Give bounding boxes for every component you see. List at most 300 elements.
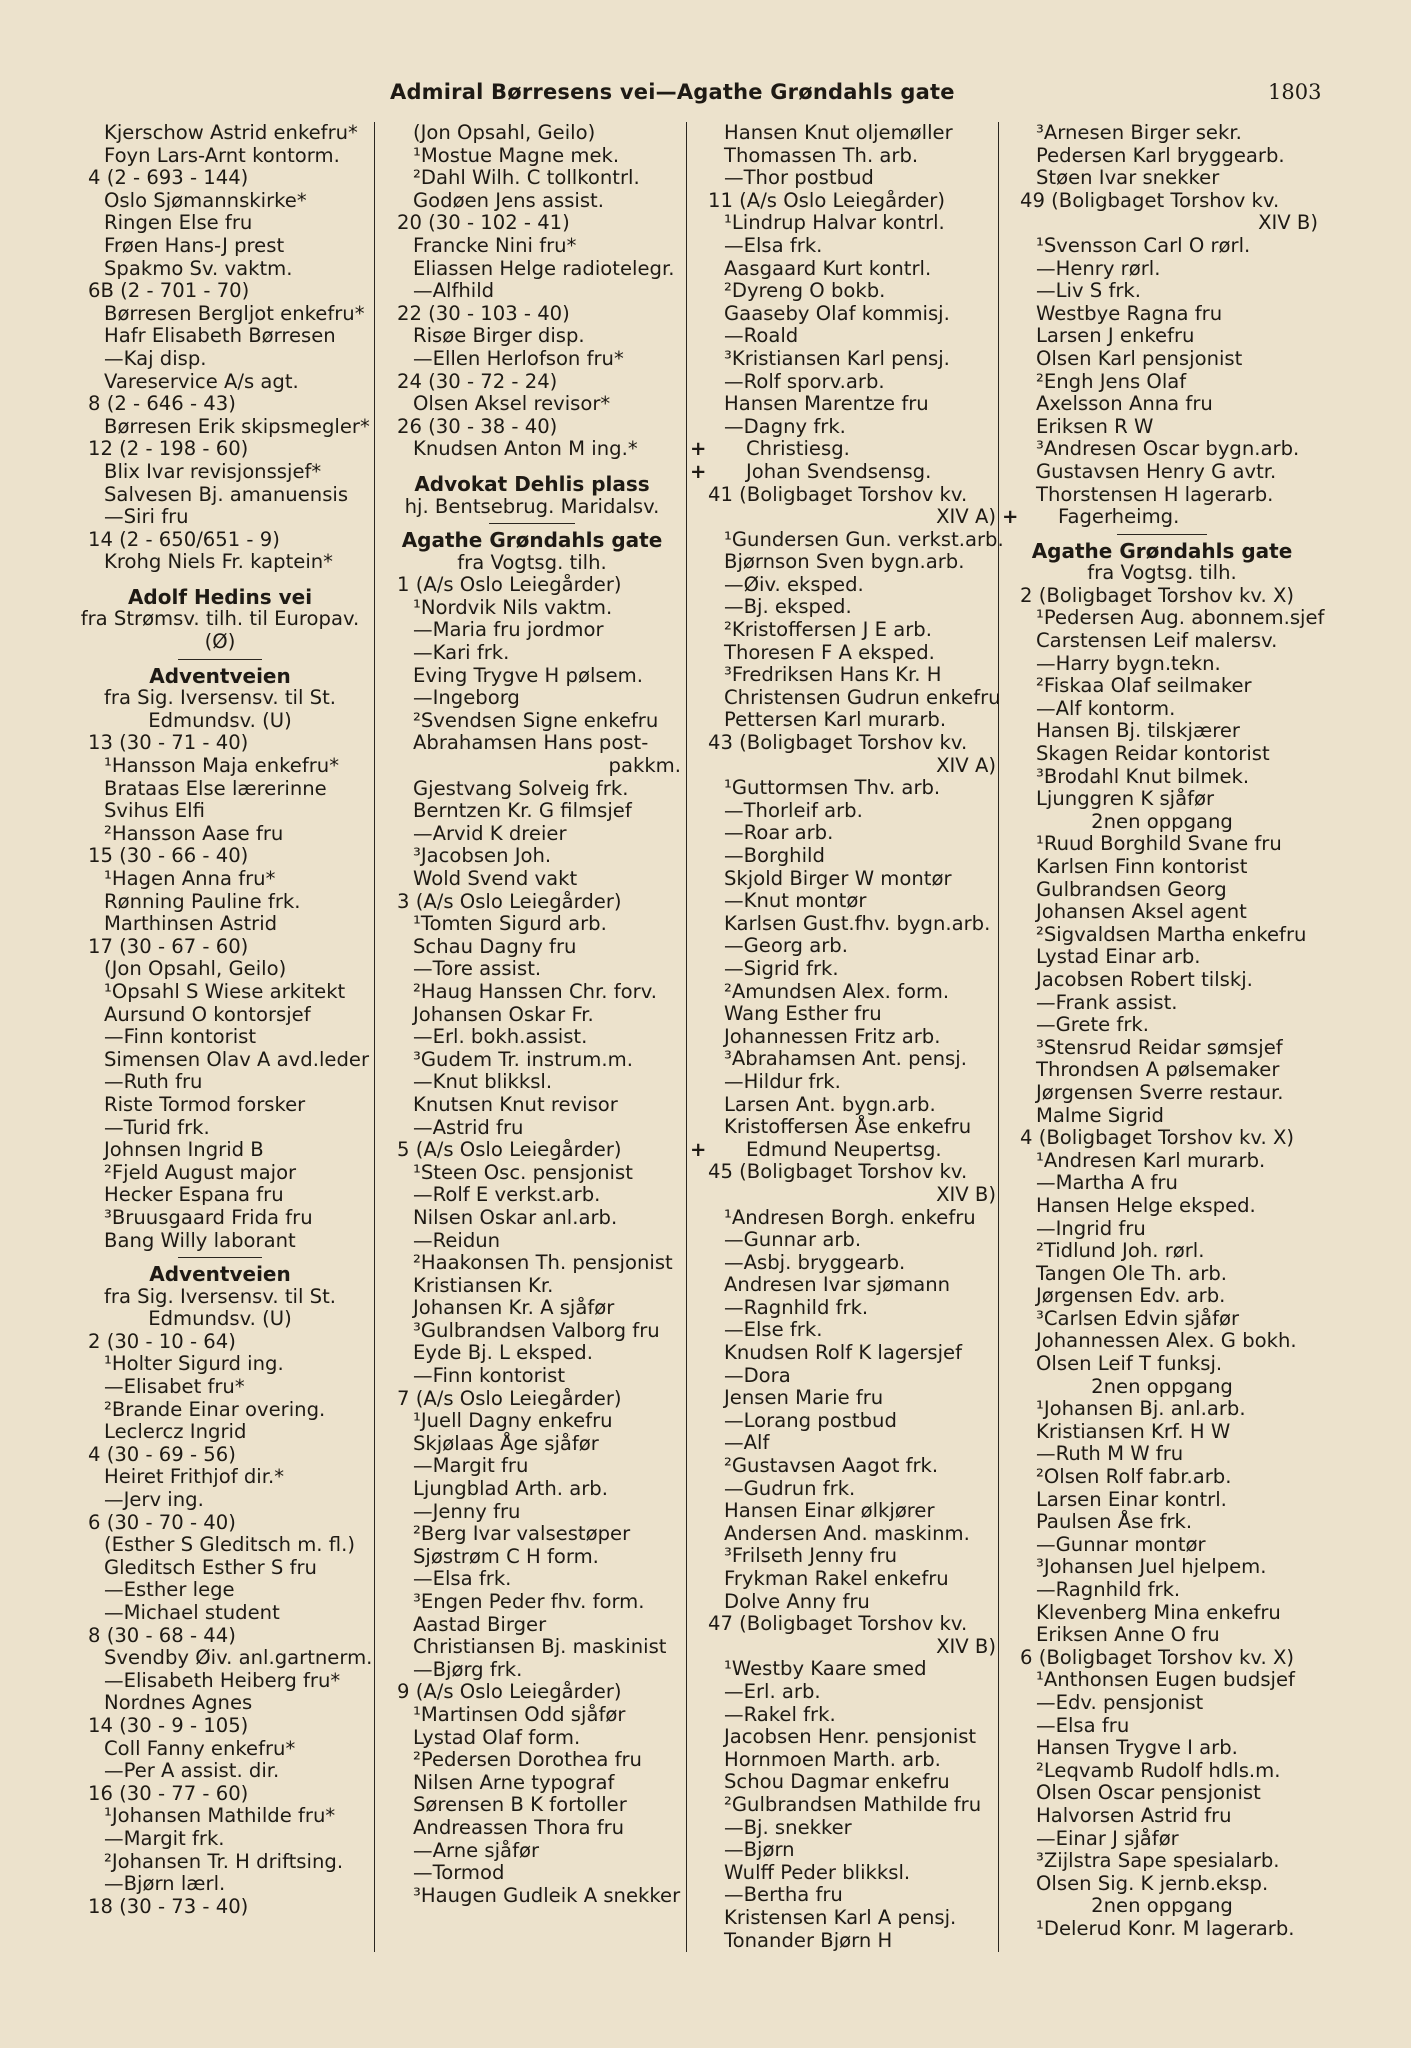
resident-entry: ¹Ruud Borghild Svane fru (1036, 832, 1282, 856)
resident-entry: Wold Svend vakt (413, 867, 578, 890)
resident-entry: ¹Holter Sigurd ing. (104, 1352, 284, 1376)
resident-entry: Johannessen Fritz arb. (724, 1024, 941, 1048)
resident-entry: Throndsen A pølsemaker (1036, 1058, 1280, 1082)
resident-entry: —Alf (724, 1431, 770, 1455)
building-number: 47 (Boligbaget Torshov kv. (708, 1612, 968, 1636)
resident-entry: ¹Gundersen Gun. verkst.arb. (724, 527, 1004, 551)
resident-entry: —Georg arb. (724, 934, 848, 958)
resident-entry: Thorstensen H lagerarb. (1036, 482, 1274, 506)
street-note: fra Strømsv. tilh. til Europav. (80, 607, 360, 631)
resident-entry: Johnsen Ingrid B (104, 1138, 264, 1162)
resident-entry: Schou Dagmar enkefru (724, 1770, 950, 1794)
cross-street (1002, 506, 1322, 529)
resident-entry: (Esther S Gleditsch m. fl.) (104, 1533, 355, 1557)
resident-entry: —Grete frk. (1036, 1013, 1149, 1037)
building-number: 26 (30 - 38 - 40) (397, 414, 558, 438)
resident-entry: —Rolf E verkst.arb. (413, 1183, 601, 1207)
resident-entry: Støen Ivar snekker (1036, 166, 1220, 190)
resident-entry: ³Carlsen Edvin sjåfør (1036, 1306, 1240, 1330)
building-number: 8 (2 - 646 - 43) (88, 392, 236, 416)
resident-entry: ²Amundsen Alex. form. (724, 979, 950, 1003)
resident-entry: ³Jacobsen Joh. (413, 844, 552, 868)
resident-entry: —Asbj. bryggearb. (724, 1250, 906, 1274)
resident-entry: ²Hansson Aase fru (104, 821, 284, 845)
building-number: 20 (30 - 102 - 41) (397, 211, 570, 235)
resident-entry: (Jon Opsahl, Geilo) (104, 957, 287, 981)
resident-entry: Jørgensen Sverre restaur. (1036, 1080, 1284, 1104)
entry-continuation: XIV A) (936, 505, 996, 529)
resident-entry: ²Haug Hanssen Chr. forv. (413, 979, 658, 1003)
resident-entry: Olsen Aksel revisor* (413, 392, 611, 416)
resident-entry: ¹Johansen Mathilde fru* (104, 1804, 336, 1828)
building-number: 17 (30 - 67 - 60) (88, 934, 249, 958)
resident-entry: Blix Ivar revisjonssjef* (104, 459, 322, 483)
resident-entry: Carstensen Leif malersv. (1036, 629, 1278, 653)
resident-entry: ³Gudem Tr. instrum.m. (413, 1047, 633, 1071)
street-note: fra Vogtsg. tilh. (1087, 561, 1237, 585)
resident-entry: —Ingrid fru (1036, 1216, 1146, 1240)
resident-entry: ²Berg Ivar valsestøper (413, 1522, 631, 1546)
resident-entry: Jacobsen Robert tilskj. (1036, 967, 1253, 991)
entry-continuation: pakkm. (608, 754, 681, 778)
resident-entry: ²Johansen Tr. H driftsing. (104, 1849, 344, 1873)
resident-entry: —Margit fru (413, 1454, 529, 1478)
resident-entry: ¹Pedersen Aug. abonnem.sjef (1036, 606, 1325, 630)
resident-entry: Hafr Elisabeth Børresen (104, 324, 336, 348)
street-note: fra Sig. Iversensv. til St. (103, 686, 336, 710)
resident-entry: —Erl. bokh.assist. (413, 1025, 588, 1049)
resident-entry: —Rolf sporv.arb. (724, 369, 885, 393)
resident-entry: ¹Hansson Maja enkefru* (104, 754, 340, 778)
resident-entry: —Elisabeth Heiberg fru* (104, 1668, 341, 1692)
resident-entry: —Edv. pensjonist (1036, 1690, 1204, 1714)
resident-entry: Eving Trygve H pølsem. (413, 663, 643, 687)
resident-entry: Olsen Sig. K jernb.eksp. (1036, 1871, 1269, 1895)
resident-entry: Tonander Bjørn H (724, 1928, 893, 1952)
resident-entry: —Kari frk. (413, 641, 510, 665)
resident-entry: Wang Esther fru (724, 1002, 882, 1026)
resident-entry: —Finn kontorist (413, 1364, 566, 1388)
resident-entry: Gustavsen Henry G avtr. (1036, 459, 1277, 483)
resident-entry: Abrahamsen Hans post- (413, 731, 649, 755)
resident-entry: Lystad Einar arb. (1036, 945, 1201, 969)
building-number: 2 (30 - 10 - 64) (88, 1329, 236, 1353)
resident-entry: Hansen Helge eksped. (1036, 1193, 1256, 1217)
resident-entry: Ljungblad Arth. arb. (413, 1477, 608, 1501)
resident-entry: Skjølaas Åge sjåfør (413, 1431, 599, 1455)
resident-entry: Hansen Trygve I arb. (1036, 1736, 1238, 1760)
resident-entry: Larsen J enkefru (1036, 324, 1195, 348)
building-number: 15 (30 - 66 - 40) (88, 844, 249, 868)
resident-entry: —Henry rørl. (1036, 256, 1161, 280)
resident-entry: Aasgaard Kurt kontrl. (724, 256, 932, 280)
building-number: 6 (Boligbaget Torshov kv. X) (1020, 1645, 1295, 1669)
resident-entry: Coll Fanny enkefru* (104, 1736, 296, 1760)
resident-entry: ²Dyreng O bokb. (724, 279, 886, 303)
resident-entry: —Kaj disp. (104, 346, 207, 370)
resident-entry: Hansen Knut oljemøller (724, 121, 953, 144)
resident-entry: ³Brodahl Knut bilmek. (1036, 764, 1250, 788)
resident-entry: ¹Andresen Karl murarb. (1036, 1148, 1266, 1172)
resident-entry: Kristiansen Kr. (413, 1273, 554, 1297)
resident-entry: —Ruth M W fru (1036, 1442, 1184, 1466)
resident-entry: ³Engen Peder fhv. form. (413, 1590, 645, 1613)
resident-entry: —Jerv ing. (104, 1488, 204, 1512)
resident-entry: Paulsen Åse frk. (1036, 1510, 1193, 1534)
resident-entry: ¹Hagen Anna fru* (104, 867, 276, 890)
resident-entry: —Martha A fru (1036, 1171, 1178, 1195)
building-number: 4 (30 - 69 - 56) (88, 1442, 236, 1466)
resident-entry: —Margit frk. (104, 1826, 225, 1850)
resident-entry: ²Engh Jens Olaf (1036, 369, 1187, 393)
resident-entry: Gulbrandsen Georg (1036, 877, 1227, 901)
resident-entry: ³Zijlstra Sape spesialarb. (1036, 1849, 1280, 1873)
resident-entry: ¹Andresen Borgh. enkefru (724, 1205, 976, 1229)
resident-entry: —Liv S frk. (1036, 279, 1141, 303)
page-number: 1803 (1268, 80, 1322, 104)
resident-entry: Leclercz Ingrid (104, 1420, 247, 1444)
resident-entry: Bang Willy laborant (104, 1228, 296, 1252)
resident-entry: ¹Johansen Bj. anl.arb. (1036, 1397, 1246, 1421)
resident-entry: ²Tidlund Joh. rørl. (1036, 1239, 1205, 1263)
resident-entry: Thomassen Th. arb. (724, 143, 919, 167)
resident-entry: ³Haugen Gudleik A snekker (413, 1883, 681, 1907)
resident-entry: Olsen Karl pensjonist (1036, 346, 1243, 370)
entry-continuation: XIV B) (1258, 211, 1318, 235)
building-number: 22 (30 - 103 - 40) (397, 301, 570, 325)
resident-entry: —Tore assist. (413, 957, 542, 981)
resident-entry: Vareservice A/s agt. (104, 369, 299, 393)
building-number: 13 (30 - 71 - 40) (88, 731, 249, 755)
resident-entry: —Turid frk. (104, 1115, 210, 1139)
street-heading: Advokat Dehlis plass (414, 471, 650, 496)
building-number: 3 (A/s Oslo Leiegårder) (397, 889, 622, 913)
resident-entry: Frykman Rakel enkefru (724, 1567, 949, 1590)
resident-entry: Andersen And. maskinm. (724, 1521, 970, 1545)
resident-entry: Kristiansen Krf. H W (1036, 1419, 1231, 1443)
resident-entry: Brataas Else lærerinne (104, 776, 327, 800)
resident-entry: Gleditsch Esther S fru (104, 1555, 317, 1579)
resident-entry: —Bjørn lærl. (104, 1872, 226, 1896)
building-number: 11 (A/s Oslo Leiegårder) (708, 188, 946, 212)
street-note: 2nen oppgang (1091, 1374, 1233, 1398)
street-note: fra Sig. Iversensv. til St. (103, 1284, 336, 1308)
cross-street-icon: + (1002, 505, 1019, 529)
resident-entry: Johansen Kr. A sjåfør (413, 1296, 615, 1320)
resident-entry: —Ruth fru (104, 1070, 203, 1094)
resident-entry: Andresen Ivar sjømann (724, 1273, 951, 1297)
resident-entry: —Ragnhild frk. (724, 1295, 869, 1319)
resident-entry: ¹Lindrup Halvar kontrl. (724, 211, 945, 235)
resident-entry: —Ragnhild frk. (1036, 1578, 1181, 1601)
building-number: 8 (30 - 68 - 44) (88, 1623, 236, 1647)
resident-entry: Hornmoen Marth. arb. (724, 1747, 941, 1771)
building-number: 12 (2 - 198 - 60) (88, 437, 249, 461)
building-number: 24 (30 - 72 - 24) (397, 369, 558, 393)
resident-entry: Klevenberg Mina enkefru (1036, 1600, 1281, 1624)
resident-entry: ³Abrahamsen Ant. pensj. (724, 1047, 967, 1071)
resident-entry: ²Dahl Wilh. C tollkontrl. (413, 166, 640, 190)
resident-entry: Sjøstrøm C H form. (413, 1544, 599, 1568)
section-separator (1002, 529, 1322, 540)
building-number: 4 (2 - 693 - 144) (88, 166, 249, 190)
resident-entry: Thoresen F A eksped. (724, 640, 935, 664)
resident-entry: Pedersen Karl bryggearb. (1036, 143, 1285, 167)
street-note: 2nen oppgang (1091, 1894, 1233, 1918)
cross-street-icon: + (690, 437, 707, 461)
resident-entry: Skjold Birger W montør (724, 866, 952, 890)
resident-entry: —Arne sjåfør (413, 1838, 540, 1862)
resident-entry: Johansen Oskar Fr. (413, 1002, 594, 1026)
building-number: 4 (Boligbaget Torshov kv. X) (1020, 1126, 1295, 1150)
resident-entry: —Dagny frk. (724, 414, 846, 438)
resident-entry: ¹Juell Dagny enkefru (413, 1409, 613, 1433)
building-number: 9 (A/s Oslo Leiegårder) (397, 1680, 622, 1704)
resident-entry: ¹Nordvik Nils vaktm. (413, 595, 613, 619)
resident-entry: Knutsen Knut revisor (413, 1092, 618, 1116)
entry-continuation: XIV B) (936, 1182, 996, 1206)
resident-entry: ¹Opsahl S Wiese arkitekt (104, 979, 346, 1003)
resident-entry: Westbye Ragna fru (1036, 301, 1223, 325)
street-note: fra Vogtsg. tilh. (457, 550, 607, 574)
resident-entry: —Gunnar montør (1036, 1532, 1206, 1556)
resident-entry: ¹Tomten Sigurd arb. (413, 912, 607, 936)
resident-entry: —Maria fru jordmor (413, 618, 604, 642)
resident-entry: —Bjørn (724, 1838, 795, 1862)
resident-entry: —Erl. arb. (724, 1679, 821, 1703)
resident-entry: —Bj. snekker (724, 1815, 852, 1839)
resident-entry: Gaaseby Olaf kommisj. (724, 301, 950, 325)
building-number: 49 (Boligbaget Torshov kv. (1020, 188, 1280, 212)
resident-entry: ¹Delerud Konr. M lagerarb. (1036, 1916, 1295, 1940)
resident-entry: Nilsen Arne typograf (413, 1770, 615, 1794)
cross-street-icon: + (690, 459, 707, 483)
resident-entry: —Thor postbud (724, 166, 874, 190)
building-number: 6 (30 - 70 - 40) (88, 1510, 236, 1534)
resident-entry: Dolve Anny fru (724, 1589, 870, 1613)
resident-entry: —Thorleif arb. (724, 798, 863, 822)
resident-entry: —Bertha fru (724, 1883, 843, 1907)
resident-entry: ²Pedersen Dorothea fru (413, 1748, 642, 1772)
resident-entry: Halvorsen Astrid fru (1036, 1803, 1232, 1827)
resident-entry: —Gunnar arb. (724, 1228, 862, 1252)
resident-entry: Jørgensen Edv. arb. (1036, 1284, 1226, 1308)
resident-entry: Hecker Espana fru (104, 1183, 284, 1207)
resident-entry: ²Fiskaa Olaf seilmaker (1036, 674, 1252, 698)
resident-entry: Nilsen Oskar anl.arb. (413, 1205, 618, 1229)
building-number: 6B (2 - 701 - 70) (88, 279, 250, 303)
resident-entry: Larsen Ant. bygn.arb. (724, 1092, 936, 1116)
street-note: 2nen oppgang (1091, 809, 1233, 833)
section-separator (70, 1252, 370, 1263)
resident-entry: ³Fredriksen Hans Kr. H (724, 663, 942, 687)
resident-entry: —Roar arb. (724, 821, 834, 845)
street-note: Edmundsv. (U) (148, 1307, 292, 1331)
resident-entry: Heiret Frithjof dir.* (104, 1465, 284, 1489)
directory-column-3 (690, 121, 1004, 1952)
resident-entry: —Roald (724, 324, 799, 348)
resident-entry: —Ingeborg (413, 686, 520, 710)
building-number: 5 (A/s Oslo Leiegårder) (397, 1138, 622, 1162)
resident-entry: Kristensen Karl A pensj. (724, 1905, 957, 1929)
resident-entry: Riste Tormod forsker (104, 1092, 306, 1116)
resident-entry: ¹Anthonsen Eugen budsjef (1036, 1668, 1295, 1692)
resident-entry: —Dora (724, 1363, 791, 1387)
street-heading: Adventveien (149, 663, 291, 688)
resident-entry: Kjerschow Astrid enkefru* (104, 121, 358, 144)
resident-entry: Svihus Elfi (104, 799, 205, 823)
resident-entry: Eriksen Anne O fru (1036, 1623, 1220, 1647)
directory-column-2 (379, 122, 685, 1907)
resident-entry: Hansen Einar ølkjører (724, 1499, 935, 1523)
resident-entry: —Siri fru (104, 505, 189, 529)
resident-entry: Gjestvang Solveig frk. (413, 776, 629, 800)
column-divider (686, 122, 687, 1952)
resident-entry: —Bjørg frk. (413, 1657, 523, 1681)
resident-entry: Tangen Ole Th. arb. (1036, 1261, 1228, 1285)
resident-entry: Salvesen Bj. amanuensis (104, 482, 349, 506)
resident-entry: Børresen Bergljot enkefru* (104, 301, 365, 325)
resident-entry: (Jon Opsahl, Geilo) (413, 121, 596, 144)
resident-entry: —Einar J sjåfør (1036, 1826, 1179, 1850)
building-number: 43 (Boligbaget Torshov kv. (708, 731, 968, 755)
resident-entry: —Else frk. (724, 1318, 823, 1342)
resident-entry: —Elsa fru (1036, 1713, 1130, 1737)
resident-entry: Jacobsen Henr. pensjonist (724, 1725, 977, 1749)
resident-entry: —Ellen Herlofson fru* (413, 346, 624, 370)
resident-entry: Francke Nini fru* (413, 233, 577, 257)
resident-entry: Svendby Øiv. anl.gartnerm. (104, 1646, 373, 1670)
resident-entry: ³Gulbrandsen Valborg fru (413, 1318, 660, 1342)
resident-entry: Larsen Einar kontrl. (1036, 1487, 1227, 1511)
resident-entry: Andreassen Thora fru (413, 1815, 625, 1839)
street-note: hj. Bentsebrug. Maridalsv. (404, 494, 660, 518)
resident-entry: ¹Guttormsen Thv. arb. (724, 776, 941, 800)
cross-street-name: Christiesg. (746, 437, 850, 461)
building-number: 14 (30 - 9 - 105) (88, 1713, 249, 1737)
resident-entry: ¹Westby Kaare smed (724, 1657, 927, 1681)
resident-entry: Bjørnson Sven bygn.arb. (724, 550, 965, 574)
resident-entry: ²Haakonsen Th. pensjonist (413, 1251, 673, 1275)
resident-entry: Schau Dagny fru (413, 934, 577, 958)
resident-entry: —Tormod (413, 1861, 505, 1885)
resident-entry: —Esther lege (104, 1578, 235, 1602)
resident-entry: —Knut montør (724, 889, 867, 913)
resident-entry: —Jenny fru (413, 1499, 521, 1523)
resident-entry: —Elisabet fru* (104, 1375, 245, 1399)
directory-column-4 (1002, 121, 1325, 1941)
cross-street-icon: + (690, 1137, 707, 1161)
cross-street (690, 1139, 1000, 1162)
building-number: 1 (A/s Oslo Leiegårder) (397, 573, 622, 597)
entry-continuation: XIV B) (936, 1634, 996, 1658)
resident-entry: Ljunggren K sjåfør (1036, 787, 1215, 811)
cross-street (690, 461, 1000, 484)
resident-entry: Knudsen Anton M ing.* (413, 437, 638, 461)
resident-entry: —Lorang postbud (724, 1408, 897, 1432)
resident-entry: Wulff Peder blikksl. (724, 1860, 911, 1884)
building-number: 7 (A/s Oslo Leiegårder) (397, 1386, 622, 1410)
resident-entry: Eriksen R W (1036, 414, 1154, 438)
resident-entry: —Harry bygn.tekn. (1036, 651, 1221, 675)
resident-entry: Risøe Birger disp. (413, 324, 585, 348)
resident-entry: Berntzen Kr. G filmsjef (413, 799, 632, 823)
resident-entry: Simensen Olav A avd.leder (104, 1047, 369, 1071)
resident-entry: Skagen Reidar kontorist (1036, 742, 1270, 766)
resident-entry: Frøen Hans-J prest (104, 233, 285, 257)
resident-entry: Axelsson Anna fru (1036, 392, 1213, 416)
resident-entry: —Elsa frk. (413, 1567, 512, 1591)
resident-entry: —Øiv. eksped. (724, 572, 864, 596)
resident-entry: ³Kristiansen Karl pensj. (724, 346, 950, 370)
resident-entry: ³Johansen Juel hjelpem. (1036, 1555, 1267, 1579)
directory-column-1 (70, 121, 373, 1918)
resident-entry: Aastad Birger (413, 1612, 547, 1636)
column-divider (374, 122, 375, 1952)
street-note: (Ø) (204, 630, 236, 654)
entry-continuation: XIV A) (936, 753, 996, 777)
resident-entry: —Frank assist. (1036, 990, 1178, 1014)
resident-entry: —Gudrun frk. (724, 1476, 856, 1500)
resident-entry: ¹Svensson Carl O rørl. (1036, 233, 1251, 257)
resident-entry: Hansen Marentze fru (724, 392, 929, 416)
resident-entry: Aursund O kontorsjef (104, 1002, 311, 1026)
resident-entry: ³Arnesen Birger sekr. (1036, 121, 1242, 144)
building-number: 45 (Boligbaget Torshov kv. (708, 1160, 968, 1184)
resident-entry: —Bj. eksped. (724, 595, 852, 619)
resident-entry: Godøen Jens assist. (413, 188, 604, 212)
building-number: 41 (Boligbaget Torshov kv. (708, 482, 968, 506)
resident-entry: ³Andresen Oscar bygn.arb. (1036, 437, 1300, 461)
resident-entry: Sørensen B K fortoller (413, 1793, 627, 1817)
resident-entry: ¹Steen Osc. pensjonist (413, 1160, 633, 1184)
resident-entry: Pettersen Karl murarb. (724, 708, 947, 732)
cross-street (690, 438, 1000, 461)
resident-entry: Karlsen Finn kontorist (1036, 855, 1248, 878)
resident-entry: —Per A assist. dir. (104, 1759, 280, 1783)
resident-entry: Kristoffersen Åse enkefru (724, 1115, 972, 1139)
resident-entry: ¹Mostue Magne mek. (413, 143, 620, 167)
resident-entry: Knudsen Rolf K lagersjef (724, 1341, 963, 1365)
resident-entry: Olsen Oscar pensjonist (1036, 1781, 1261, 1805)
resident-entry: Malme Sigrid (1036, 1103, 1164, 1127)
resident-entry: ²Gulbrandsen Mathilde fru (724, 1792, 982, 1816)
resident-entry: ³Bruusgaard Frida fru (104, 1205, 313, 1229)
resident-entry: ²Gustavsen Aagot frk. (724, 1454, 939, 1478)
cross-street-name: Fagerheimg. (1058, 505, 1180, 529)
resident-entry: —Sigrid frk. (724, 956, 839, 980)
resident-entry: —Michael student (104, 1601, 280, 1624)
resident-entry: —Alfhild (413, 279, 495, 303)
resident-entry: ²Sigvaldsen Martha enkefru (1036, 922, 1307, 946)
resident-entry: Christensen Gudrun enkefru (724, 685, 1001, 709)
building-number: 14 (2 - 650/651 - 9) (88, 527, 280, 551)
street-heading: Adolf Hedins vei (127, 584, 313, 609)
street-heading: Adventveien (149, 1262, 291, 1287)
resident-entry: ²Svendsen Signe enkefru (413, 708, 659, 732)
resident-entry: Johannessen Alex. G bokh. (1036, 1329, 1297, 1353)
resident-entry: —Arvid K dreier (413, 821, 567, 845)
resident-entry: —Elsa frk. (724, 233, 823, 257)
resident-entry: Olsen Leif T funksj. (1036, 1352, 1223, 1376)
resident-entry: Eliassen Helge radiotelegr. (413, 256, 675, 280)
building-number: 2 (Boligbaget Torshov kv. X) (1020, 583, 1295, 607)
resident-entry: —Finn kontorist (104, 1025, 257, 1049)
resident-entry: Jensen Marie fru (724, 1386, 884, 1410)
resident-entry: ²Fjeld August major (104, 1160, 297, 1184)
resident-entry: Johansen Aksel agent (1036, 900, 1247, 924)
street-heading: Agathe Grøndahls gate (1031, 538, 1293, 563)
